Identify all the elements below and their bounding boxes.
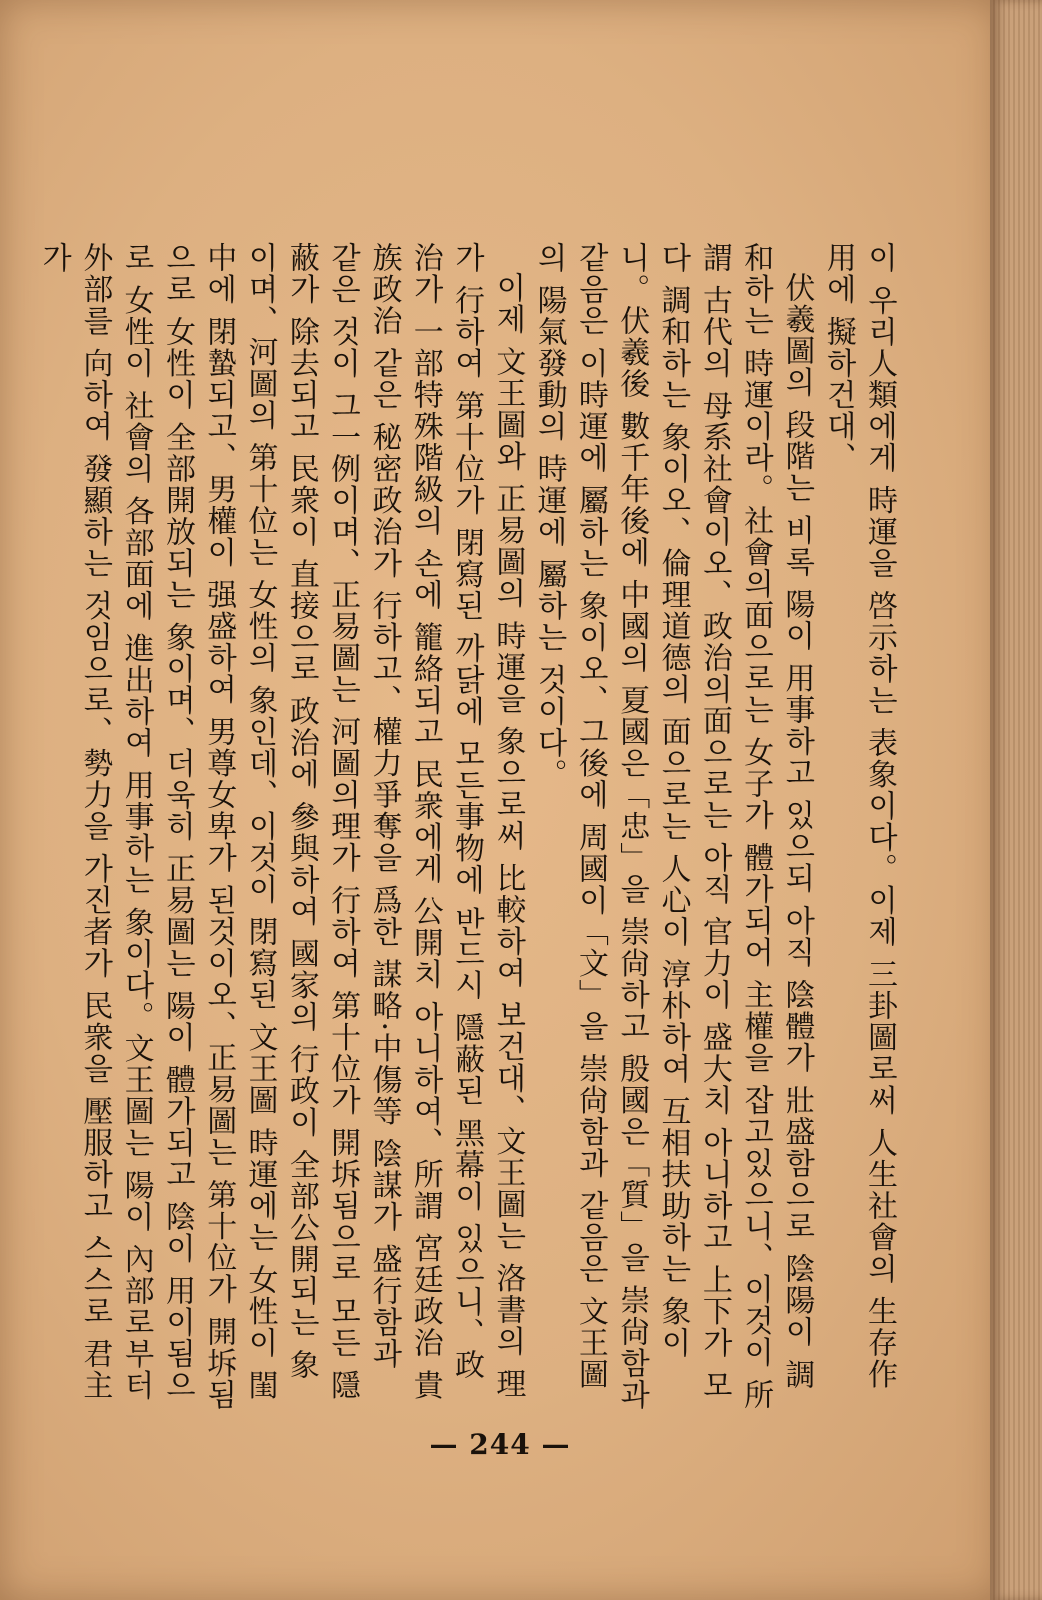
paragraph-2: 伏羲圖의 段階는 비록 陽이 用事하고 있으되 아직 陰體가 壯盛함으로 陰陽이 調和하는 時運이라。社會의面으로는 女子가 體가되어 主權을 잡고있으니、이것이 所謂 古代의 母系社會이오、政治의面으로는 아직 官力이 盛大치 아니하고 上下가 모다 調和하는 象이오、倫理道德의 面으로는 人心이 淳朴하여 互相扶助하는 象이니。伏羲後 數千年後에 中國의 夏國은「忠」을 崇尙하고 殷國은「質」을 崇尙함과 같음은 이時運에 屬하는 象이오、그後에 周國이「文」을 崇尙함과 같음은 文王圖의 陽氣發動의 時運에 屬하는 것이다。	[531, 242, 815, 1411]
vertical-text-body	[36, 242, 900, 1412]
paragraph-1: 이 우리人類에게 時運을 啓示하는 表象이다。이제 三卦圖로써 人生社會의 生存作用에 擬하건대、	[820, 242, 897, 1391]
page-edge-stack	[990, 0, 1042, 1600]
paragraph-3: 이제 文王圖와 正易圖의 時運을 象으로써 比較하여 보건대、文王圖는 洛書의 理가 行하여 第十位가 閉寫된 까닭에 모든事物에 반드시 隱蔽된 黑幕이 있으니、政治가 一部特殊階級의 손에 籠絡되고 民衆에게 公開치 아니하여、所謂 宮廷政治 貴族政治 같은 秘密政治가 行하고、權力爭奪을 爲한 謀略·中傷等 陰謀가 盛行함과 같은 것이 그一例이며、正易圖는 河圖의理가 行하여 第十位가 開坼됨으로 모든 隱蔽가 除去되고 民衆이 直接으로 政治에 參與하여 國家의 行政이 全部公開되는 象이며、河圖의 第十位는 女性의 象인데、이것이 閉寫된 文王圖 時運에는 女性이 閨中에 閉蟄되고、男權이 强盛하여 男尊女卑가 된것이오、正易圖는 第十位가 開坼됨으로 女性이 全部開放되는 象이며、더욱히 正易圖는 陽이 體가되고 陰이 用이됨으로 女性이 社會의 各部面에 進出하여 用事하는 象이다。文王圖는 陽이 內部로부터 外部를 向하여 發顯하는 것임으로、勢力을 가진者가 民衆을 壓服하고 스스로 君主가	[36, 242, 526, 1411]
page-number: — 244 —	[429, 1428, 571, 1461]
